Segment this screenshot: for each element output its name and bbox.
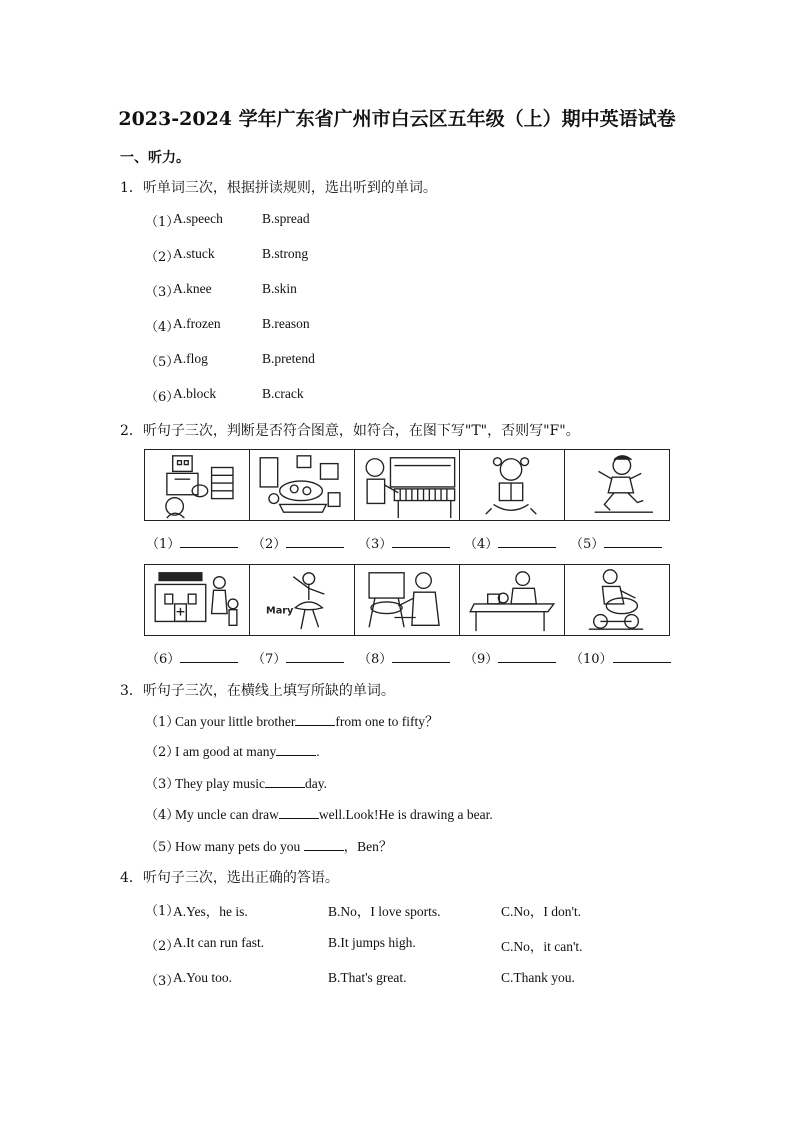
fill-blank[interactable]: [295, 714, 335, 726]
answer-blank[interactable]: [498, 651, 556, 663]
item-number: （9）: [464, 652, 499, 667]
q3-item: [145, 804, 493, 823]
picture-row-1: [144, 449, 674, 521]
option-c: C.Thank you.: [501, 970, 575, 985]
section-heading-listening: 一、听力。: [120, 150, 190, 166]
sentence-end: well.Look!He is drawing a bear.: [318, 807, 493, 822]
q3-item: [145, 773, 327, 792]
q1-item: [145, 246, 309, 265]
item-number: （7）: [252, 652, 287, 667]
item-number: （4）: [145, 320, 180, 335]
picture-row-2: [144, 564, 674, 636]
answer-blank[interactable]: [498, 536, 556, 548]
q4-item: [145, 900, 582, 919]
option-c: C.No，I don't.: [501, 904, 582, 919]
option-b: B.reason: [262, 316, 310, 331]
item-number: （2）: [252, 537, 287, 552]
sentence-end: .: [316, 744, 320, 759]
question-2-heading: 2．听句子三次，判断是否符合图意，如符合，在图下写"T"，否则写"F"。: [120, 423, 580, 439]
answer-blank[interactable]: [286, 651, 344, 663]
girl-jumping-picture: [564, 449, 670, 521]
girl-reading-picture: [459, 449, 565, 521]
piano-playing-picture: [354, 449, 460, 521]
question-4-heading: 4．听句子三次，选出正确的答语。: [120, 870, 339, 886]
item-number: （1）: [145, 215, 180, 230]
sentence-end: day.: [304, 776, 327, 791]
option-b: B.crack: [262, 386, 304, 401]
item-number: （3）: [145, 777, 180, 792]
option-b: B.That's great.: [328, 970, 407, 985]
q1-item: [145, 316, 310, 335]
fill-blank[interactable]: [279, 807, 319, 819]
option-a: A.speech: [173, 211, 223, 226]
option-a: A.block: [173, 386, 217, 401]
item-number: （1）: [145, 904, 180, 919]
q4-item: [145, 970, 575, 989]
sentence-end: from one to fifty？: [335, 714, 439, 729]
page-title: 2023-2024 学年广东省广州市白云区五年级（上）期中英语试卷: [118, 108, 676, 130]
option-a: A.You too.: [173, 970, 233, 985]
mary-label: Mary: [266, 605, 294, 617]
option-a: A.frozen: [173, 316, 221, 331]
option-a: A.knee: [173, 281, 212, 296]
q1-item: [145, 281, 297, 300]
q4-item: [145, 935, 583, 954]
item-number: （3）: [145, 974, 180, 989]
q3-item: [145, 710, 438, 730]
option-b: B.It jumps high.: [328, 935, 416, 950]
item-number: （2）: [145, 745, 180, 760]
answer-row-1: [146, 533, 676, 552]
item-number: （3）: [145, 285, 180, 300]
sentence-end: ，Ben？: [343, 839, 393, 854]
item-number: （3）: [358, 537, 393, 552]
item-number: （5）: [145, 355, 180, 370]
boy-painting-picture: [354, 564, 460, 636]
sentence-start: How many pets do you: [175, 839, 304, 854]
answer-blank[interactable]: [604, 536, 662, 548]
answer-blank[interactable]: [180, 536, 238, 548]
fill-blank[interactable]: [304, 839, 344, 851]
option-b: B.spread: [262, 211, 310, 226]
q3-item: [145, 835, 392, 855]
answer-blank[interactable]: [613, 651, 671, 663]
option-a: A.Yes，he is.: [173, 904, 248, 919]
q3-item: [145, 741, 320, 760]
item-number: （5）: [570, 537, 605, 552]
boy-at-table-picture: [459, 564, 565, 636]
item-number: （6）: [145, 390, 180, 405]
fill-blank[interactable]: [265, 776, 305, 788]
answer-blank[interactable]: [392, 651, 450, 663]
option-b: B.skin: [262, 281, 297, 296]
school-building-picture: [144, 564, 250, 636]
kitchen-cooking-picture: [249, 449, 355, 521]
item-number: （8）: [358, 652, 393, 667]
answer-row-2: [146, 648, 676, 667]
item-number: （10）: [570, 652, 613, 667]
robot-toy-picture: [144, 449, 250, 521]
option-a: A.flog: [173, 351, 208, 366]
item-number: （2）: [145, 250, 180, 265]
sentence-start: My uncle can draw: [175, 807, 279, 822]
option-a: A.It can run fast.: [173, 935, 265, 950]
item-number: （6）: [146, 652, 181, 667]
item-number: （4）: [464, 537, 499, 552]
item-number: （5）: [145, 840, 180, 855]
fill-blank[interactable]: [276, 744, 316, 756]
question-1-heading: 1．听单词三次，根据拼读规则，选出听到的单词。: [120, 180, 437, 196]
item-number: （4）: [145, 808, 180, 823]
sentence-start: I am good at many: [175, 744, 277, 759]
item-number: （1）: [145, 715, 180, 730]
q1-item: [145, 386, 304, 405]
q1-item: [145, 211, 310, 230]
question-3-heading: 3．听句子三次，在横线上填写所缺的单词。: [120, 683, 395, 699]
answer-blank[interactable]: [392, 536, 450, 548]
answer-blank[interactable]: [180, 651, 238, 663]
option-c: C.No，it can't.: [501, 939, 583, 954]
man-cycling-picture: [564, 564, 670, 636]
item-number: （2）: [145, 939, 180, 954]
sentence-start: They play music: [175, 776, 265, 791]
answer-blank[interactable]: [286, 536, 344, 548]
sentence-start: Can your little brother: [175, 714, 296, 729]
option-b: B.strong: [262, 246, 309, 261]
girl-dancing-picture: [249, 564, 355, 636]
option-b: B.pretend: [262, 351, 315, 366]
option-a: A.stuck: [173, 246, 215, 261]
option-b: B.No，I love sports.: [328, 904, 441, 919]
q1-item: [145, 351, 315, 370]
item-number: （1）: [146, 537, 181, 552]
